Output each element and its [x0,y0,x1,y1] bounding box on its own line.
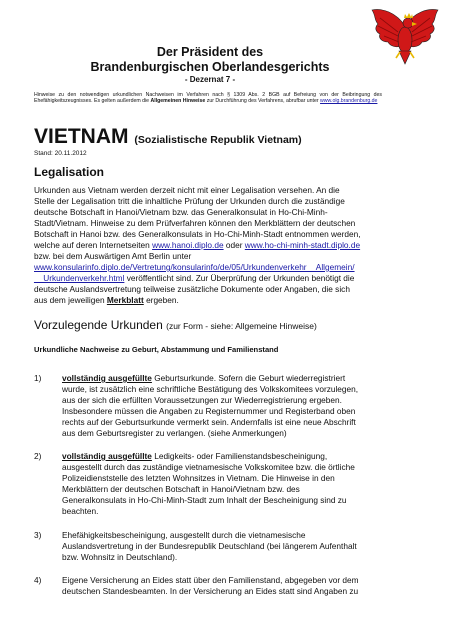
header-dezernat: - Dezernat 7 - [184,75,236,84]
legalisation-heading: Legalisation [34,165,105,179]
urkunden-subheading: Urkundliche Nachweise zu Geburt, Abstammung und Familienstand [34,345,279,354]
hanoi-link[interactable]: www.hanoi.diplo.de [152,240,224,250]
legalisation-text: Urkunden aus Vietnam werden derzeit nicht mit einer Legalisation versehen. An die Stelle der Legalisation tritt die inhaltliche Prüfung der Urkunden durch die zuständige deutsche Botschaft in Hanoi/Vietnam bzw. das Generalkonsulat in Ho-Chi-Minh- Stadt/Vietnam. Hinweise zu dem Prüfverfahren können den Merkblättern der deutschen Botschaft in Hanoi bzw. des Generalkonsulats in Ho-Chi-Minh-Stadt entnommen werden, welche auf deren Internetseiten www.hanoi.diplo.de oder www.ho-chi-minh-stadt.diplo.de bzw. bei dem Auswärtigen Amt Berlin unter www.konsularinfo.diplo.de/Vertretung/konsularinfo/de/05/Urkundenverkehr__Allgemein/ __Urkundenverkehr.html veröffentlicht sind. Zur Überprüfung der Urkunden benötigt die deutsche Auslandsvertretung teilweise zusätzliche Dokumente oder Angaben, die sich aus dem jeweiligen Merkblatt ergeben. [34,185,361,305]
item-1-text: vollständig ausgefüllte Geburtsurkunde. Sofern die Geburt wiederregistriert wurde, ist zusätzlich eine schriftliche Bestätigung des Volkskomitees vorzulegen, aus der sich die erfüllten Voraussetzungen zur Wiederregistrierung ergeben. Insbesondere müssen die Angaben zu Registernummer und Registerband oben rechts auf der Geburtsurkunde vermerkt sein. Andernfalls ist eine neue Abschrift aus dem Geburtsregister zu verlangen. (siehe Anmerkungen) [62,373,359,438]
item-3-number: 3) [34,530,42,540]
hcmc-link[interactable]: www.ho-chi-minh-stadt.diplo.de [244,240,361,250]
urkunden-heading: Vorzulegende Urkunden (zur Form - siehe: Allgemeine Hinweise) [34,318,317,332]
country-title: VIETNAM (Sozialistische Republik Vietnam) [34,125,302,148]
merkblatt-link[interactable]: Merkblatt [106,295,144,305]
header-title-line1: Der Präsident des [156,45,264,59]
item-3-text: Ehefähigkeitsbescheinigung, ausgestellt durch die vietnamesische Auslandsvertretung in der Bundesrepublik Deutschland (bei längerem Aufenthalt bzw. Wohnsitz in Deutschland). [62,530,357,562]
item-2-number: 2) [34,451,42,461]
auswaertiges-amt-link[interactable]: www.konsularinfo.diplo.de/Vertretung/konsularinfo/de/05/Urkundenverkehr__Allgemein/ [34,262,355,272]
header-note: Hinweise zu den notwendigen urkundlichen Nachweisen im Verfahren nach § 1309 Abs. 2 BGB auf Befreiung von der Beibringung des Ehefähigkeitszeugnisses. Es gelten außerdem die Allgemeinen Hinweise zur Durchführung des Verfahrens, abrufbar unter www.olg.brandenburg.de [34,92,382,105]
item-1-number: 1) [34,373,42,383]
stand-date: Stand: 20.11.2012 [34,150,87,157]
auswaertiges-amt-link-cont[interactable]: __Urkundenverkehr.html [34,273,125,283]
item-2-text: vollständig ausgefüllte Ledigkeits- oder Familienstandsbescheinigung, ausgestellt durch das zuständige vietnamesische Volkskomitee bzw. die örtliche Polizeidienststelle des letzten Wohnsitzes in Vietnam. Die Hinweise in den Merkblättern der deutschen Botschaft in Hanoi/Vietnam bzw. des Generalkonsulats in Ho-Chi-Minh-Stadt zum Inhalt der Bescheinigung sind zu beachten. [62,451,355,516]
brandenburg-eagle-icon [368,4,442,74]
item-4-text: Eigene Versicherung an Eides statt über den Familienstand, abgegeben vor dem deutschen Standesbeamten. In der Versicherung an Eides statt sind Angaben zu [62,575,359,596]
olg-link[interactable]: www.olg.brandenburg.de [320,98,378,105]
header-title-line2: Brandenburgischen Oberlandesgerichts [90,60,330,74]
item-4-number: 4) [34,575,42,585]
